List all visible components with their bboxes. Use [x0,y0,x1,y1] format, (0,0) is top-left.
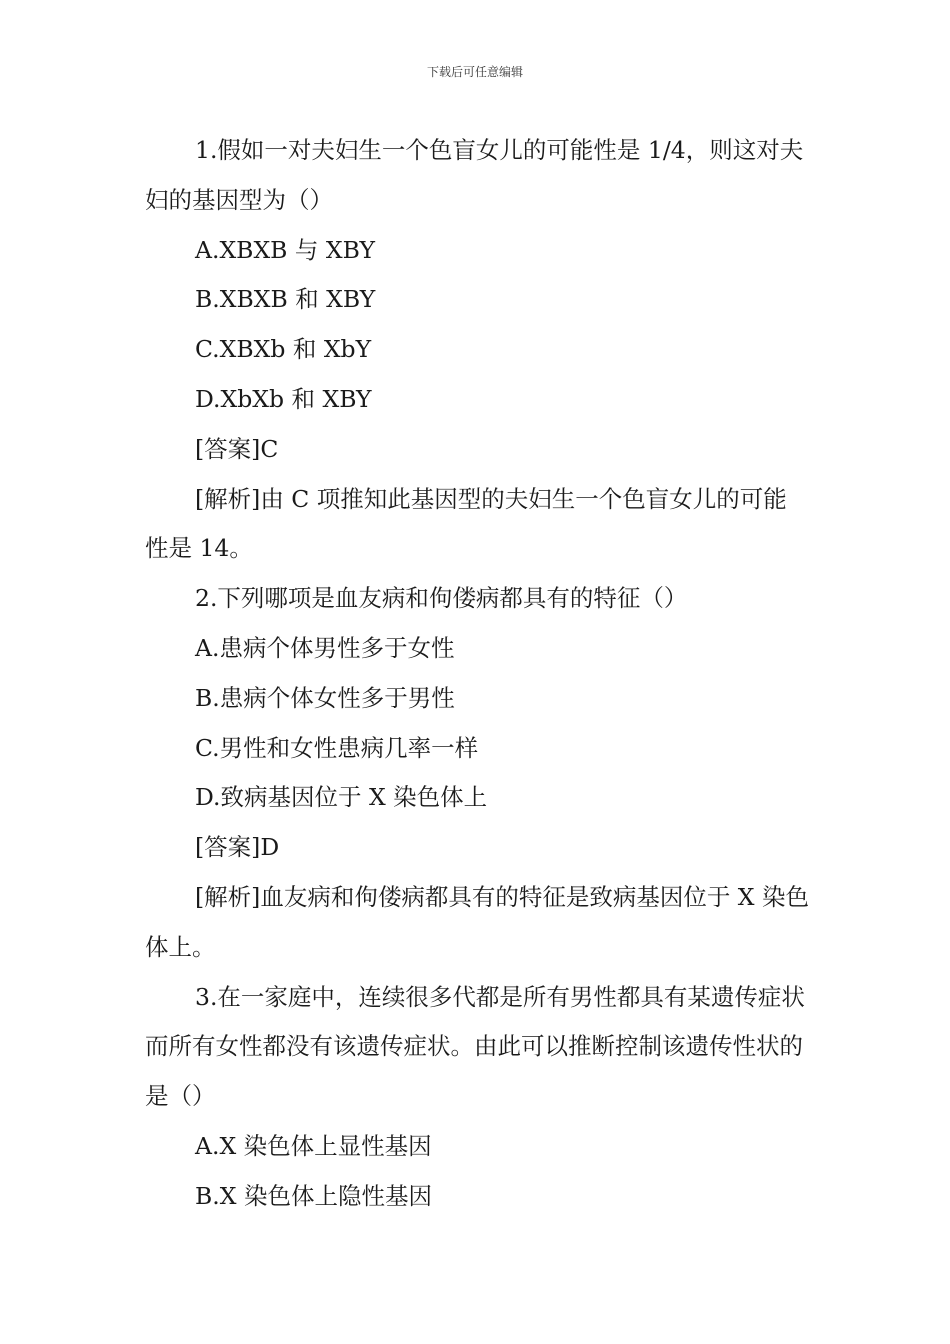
answer: [答案]D [195,833,280,862]
page-header: 下载后可任意编辑 [426,65,523,79]
option-d: D.致病基因位于 X 染色体上 [195,783,488,812]
option-b: B.X 染色体上隐性基因 [195,1181,432,1210]
option-c: C.XBXb 和 XbY [195,335,372,364]
answer: [答案]C [195,434,279,463]
option-a: A.XBXB 与 XBY [195,235,375,264]
option-b: B.患病个体女性多于男性 [195,683,455,712]
analysis: [解析]血友病和佝偻病都具有的特征是致病基因位于 X 染色体上。 [145,882,810,961]
option-c: C.男性和女性患病几率一样 [195,733,479,762]
question-stem: 2.下列哪项是血友病和佝偻病都具有的特征（） [195,584,688,613]
option-a: A.患病个体男性多于女性 [195,633,455,662]
option-b: B.XBXB 和 XBY [195,285,376,314]
document-body [145,126,810,1222]
question-2 [145,574,810,972]
question-stem: 1.假如一对夫妇生一个色盲女儿的可能性是 1/4，则这对夫妇的基因型为（） [145,136,804,214]
analysis: [解析]由 C 项推知此基因型的夫妇生一个色盲女儿的可能性是 14。 [145,484,787,563]
option-d: D.XbXb 和 XBY [195,384,372,413]
question-3 [145,973,810,1222]
question-stem: 3.在一家庭中，连续很多代都是所有男性都具有某遗传症状而所有女性都没有该遗传症状。由此可以推断控制该遗传性状的是（） [145,982,805,1111]
question-1 [145,126,810,574]
option-a: A.X 染色体上显性基因 [195,1131,432,1160]
